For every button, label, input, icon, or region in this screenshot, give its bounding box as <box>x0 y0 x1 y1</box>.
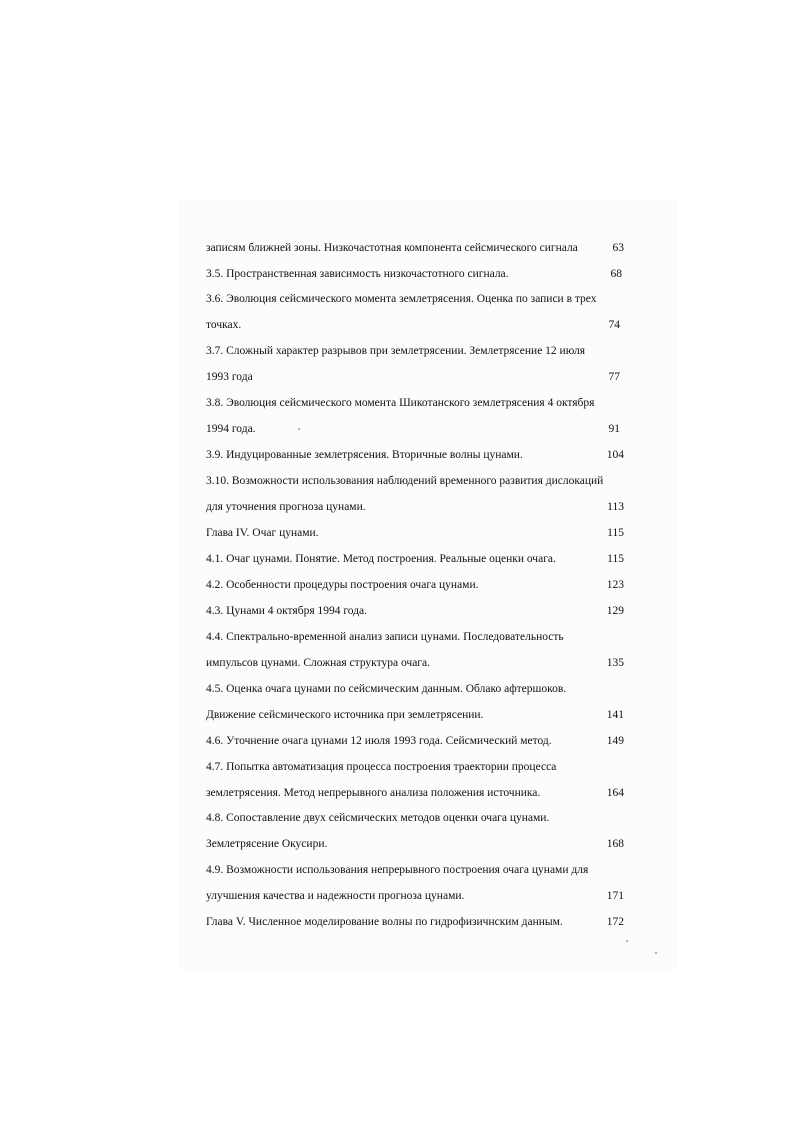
toc-entry <box>206 343 620 359</box>
toc-entry-title: 3.9. Индуцированные землетрясения. Вторичные волны цунами. <box>206 449 523 461</box>
toc-entry-title: Глава V. Численное моделирование волны по гидрофизичнским данным. <box>206 916 563 928</box>
toc-entry-page-number: 104 <box>606 449 624 461</box>
toc-entry-title: 4.3. Цунами 4 октября 1994 года. <box>206 605 368 617</box>
toc-entry <box>206 421 620 437</box>
toc-entry-title: записям ближней зоны. Низкочастотная компонента сейсмического сигнала <box>206 242 578 254</box>
toc-entry-title: 3.5. Пространственная зависимость низкочастотного сигнала. <box>206 268 509 280</box>
toc-entry <box>206 499 624 515</box>
toc-entry-page-number: 168 <box>606 838 624 850</box>
toc-entry-page-number: 141 <box>606 709 624 721</box>
toc-entry <box>206 291 624 307</box>
toc-entry-title: Землетрясение Окусири. <box>206 838 328 850</box>
toc-entry-title: 3.6. Эволюция сейсмического момента землетрясения. Оценка по записи в трех <box>206 293 597 305</box>
toc-entry-title: 3.10. Возможности использования наблюдений временного развития дислокаций <box>206 475 604 487</box>
toc-entry-title: 4.6. Уточнение очага цунами 12 июля 1993 года. Сейсмический метод. <box>206 735 552 747</box>
toc-entry <box>206 240 624 256</box>
toc-entry-page-number: 115 <box>607 553 624 565</box>
toc-entry <box>206 836 624 852</box>
toc-entry-page-number: 74 <box>608 319 620 331</box>
toc-entry-title: землетрясения. Метод непрерывного анализа положения источника. <box>206 787 541 799</box>
toc-entry-title: Глава IV. Очаг цунами. <box>206 527 319 539</box>
toc-entry <box>206 447 624 463</box>
toc-entry <box>206 603 624 619</box>
toc-entry-page-number: 135 <box>606 657 624 669</box>
toc-entry-page-number: 172 <box>606 916 624 928</box>
toc-entry <box>206 733 624 749</box>
toc-entry <box>206 629 624 645</box>
toc-entry-page-number: 129 <box>606 605 624 617</box>
toc-entry-title: 1993 года <box>206 371 253 383</box>
toc-entry-title: Движение сейсмического источника при землетрясении. <box>206 709 484 721</box>
toc-entry <box>206 888 624 904</box>
toc-entry-title: 3.8. Эволюция сейсмического момента Шикотанского землетрясения 4 октября <box>206 397 595 409</box>
toc-entry <box>206 395 620 411</box>
toc-entry-title: 1994 года. <box>206 423 256 435</box>
toc-entry-page-number: 171 <box>606 890 624 902</box>
toc-entry-page-number: 123 <box>606 579 624 591</box>
toc-entry <box>206 707 624 723</box>
toc-entry-page-number: 164 <box>606 787 624 799</box>
toc-entry <box>206 473 624 489</box>
toc-entry-title: 4.7. Попытка автоматизация процесса построения траектории процесса <box>206 761 557 773</box>
toc-entry-page-number: 68 <box>610 268 622 280</box>
toc-entry <box>206 577 624 593</box>
scan-speck <box>298 428 300 430</box>
toc-entry <box>206 681 624 697</box>
toc-entry-page-number: 115 <box>607 527 624 539</box>
toc-entry-title: 4.8. Сопоставление двух сейсмических методов оценки очага цунами. <box>206 812 550 824</box>
toc-entry-page-number: 91 <box>608 423 620 435</box>
toc-entry-title: 4.5. Оценка очага цунами по сейсмическим данным. Облако афтершоков. <box>206 683 567 695</box>
toc-entry <box>206 655 624 671</box>
toc-entry-title: 4.2. Особенности процедуры построения очага цунами. <box>206 579 479 591</box>
toc-entry-title: 3.7. Сложный характер разрывов при землетрясении. Землетрясение 12 июля <box>206 345 586 357</box>
toc-entry <box>206 810 624 826</box>
toc-entry-title: 4.1. Очаг цунами. Понятие. Метод построения. Реальные оценки очага. <box>206 553 556 565</box>
toc-entry <box>206 914 624 930</box>
toc-entry-title: точках. <box>206 319 242 331</box>
toc-entry <box>206 785 624 801</box>
toc-entry <box>206 369 620 385</box>
toc-entry <box>206 266 622 282</box>
toc-entry-title: для уточнения прогноза цунами. <box>206 501 366 513</box>
toc-entry-title: 4.4. Спектрально-временной анализ записи цунами. Последовательность <box>206 631 564 643</box>
toc-entry <box>206 862 624 878</box>
toc-entry <box>206 317 620 333</box>
toc-entry <box>206 759 624 775</box>
toc-entry <box>206 551 624 567</box>
toc-entry-page-number: 149 <box>606 735 624 747</box>
toc-entry <box>206 525 624 541</box>
toc-entry-title: 4.9. Возможности использования непрерывного построения очага цунами для <box>206 864 589 876</box>
scan-speck <box>655 952 657 954</box>
scan-speck <box>626 940 628 942</box>
toc-entry-page-number: 77 <box>608 371 620 383</box>
toc-entry-page-number: 113 <box>607 501 624 513</box>
toc-entry-title: улучшения качества и надежности прогноза цунами. <box>206 890 465 902</box>
toc-entry-page-number: 63 <box>612 242 624 254</box>
toc-entry-title: импульсов цунами. Сложная структура очага. <box>206 657 431 669</box>
